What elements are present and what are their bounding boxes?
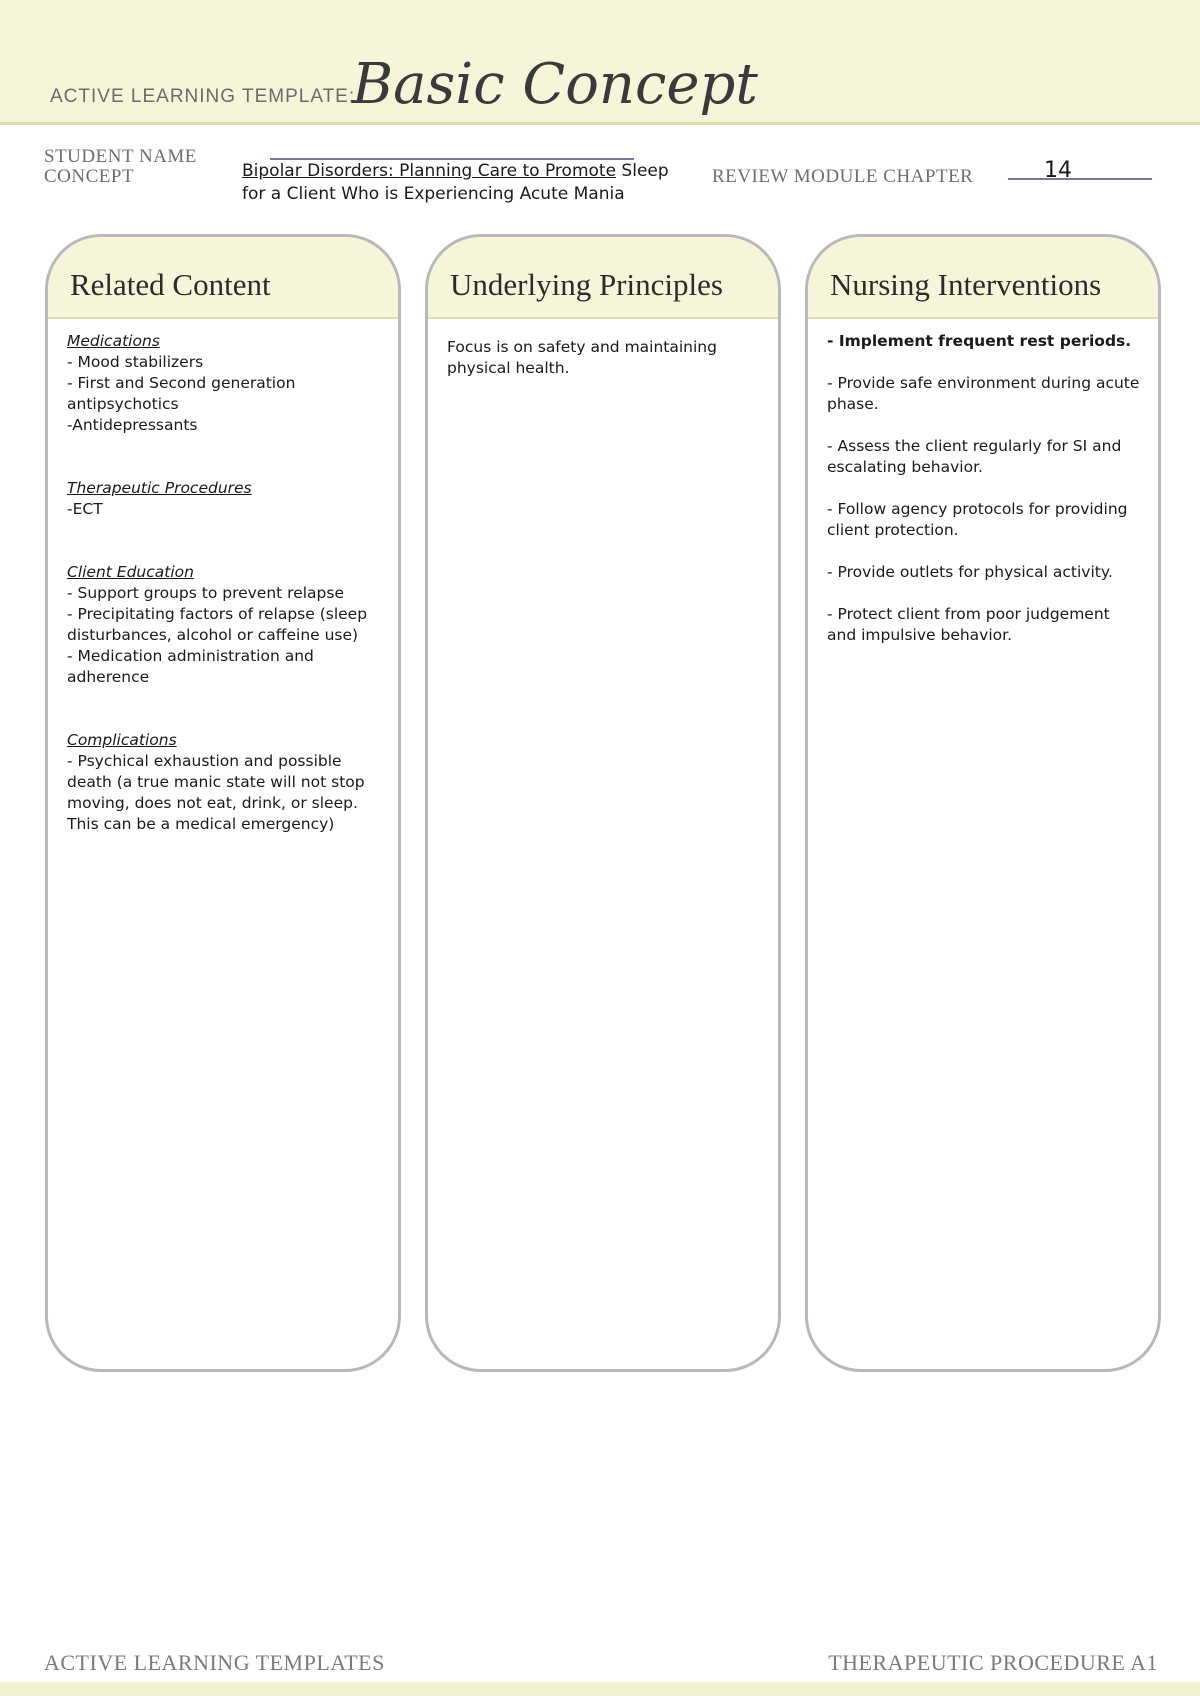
footer-left: ACTIVE LEARNING TEMPLATES	[44, 1650, 385, 1675]
list-item: - Medication administration and adherence	[67, 647, 314, 686]
intervention-item: - Assess the client regularly for SI and escalating behavior.	[827, 437, 1122, 476]
concept-line-2: for a Client Who is Experiencing Acute Mania	[242, 184, 625, 204]
review-module-label: REVIEW MODULE CHAPTER	[712, 166, 974, 187]
related-content-panel	[45, 234, 401, 1372]
underlying-principles-body	[428, 319, 778, 379]
related-content-title: Related Content	[48, 237, 398, 319]
intervention-item: - Implement frequent rest periods.	[827, 332, 1132, 350]
section-medications	[67, 331, 380, 436]
concept-rest: Sleep	[616, 161, 669, 181]
section-complications	[67, 730, 380, 835]
nursing-interventions-title: Nursing Interventions	[808, 237, 1158, 319]
list-item: - Mood stabilizers	[67, 353, 204, 371]
related-content-body	[48, 319, 398, 835]
list-item: - Psychical exhaustion and possible death (a true manic state will not stop moving, does not eat, drink, or sleep. This can be a medical emergency)	[67, 752, 365, 833]
list-item: -ECT	[67, 500, 103, 518]
template-title: Basic Concept	[352, 52, 758, 117]
student-name-label: STUDENT NAME	[44, 146, 197, 167]
intervention-item: - Follow agency protocols for providing client protection.	[827, 500, 1128, 539]
concept-underlined: Bipolar Disorders: Planning Care to Promote	[242, 161, 617, 181]
section-title: Therapeutic Procedures	[67, 479, 252, 497]
underlying-principles-panel	[425, 234, 781, 1372]
list-item: - Precipitating factors of relapse (sleep disturbances, alcohol or caffeine use)	[67, 605, 368, 644]
chapter-line	[1008, 178, 1152, 180]
list-item: -Antidepressants	[67, 416, 198, 434]
intervention-item: - Provide safe environment during acute phase.	[827, 374, 1140, 413]
chapter-number: 14	[1044, 158, 1072, 183]
section-title: Medications	[67, 332, 160, 350]
section-title: Client Education	[67, 563, 194, 581]
nursing-interventions-body	[808, 319, 1158, 646]
concept-text	[242, 160, 702, 206]
template-label: ACTIVE LEARNING TEMPLATE:	[50, 86, 356, 107]
nursing-interventions-panel	[805, 234, 1161, 1372]
section-client-education	[67, 562, 380, 688]
concept-label: CONCEPT	[44, 166, 135, 187]
list-item: - Support groups to prevent relapse	[67, 584, 344, 602]
list-item: - First and Second generation antipsychotics	[67, 374, 296, 413]
footer-right: THERAPEUTIC PROCEDURE A1	[828, 1650, 1158, 1675]
principles-text: Focus is on safety and maintaining physical health.	[447, 338, 717, 377]
footer-band	[0, 1682, 1200, 1696]
section-therapeutic-procedures	[67, 478, 380, 520]
intervention-item: - Protect client from poor judgement and impulsive behavior.	[827, 605, 1110, 644]
intervention-item: - Provide outlets for physical activity.	[827, 563, 1113, 581]
section-title: Complications	[67, 731, 177, 749]
underlying-principles-title: Underlying Principles	[428, 237, 778, 319]
